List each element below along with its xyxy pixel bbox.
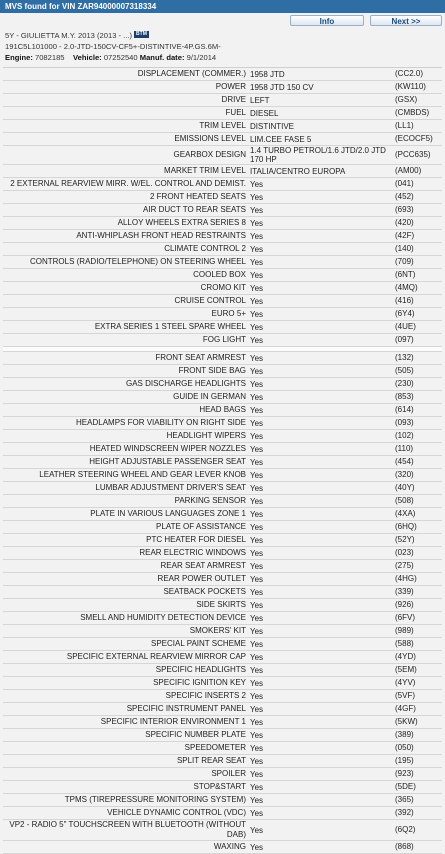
row-code: (050) <box>395 743 414 752</box>
table-row <box>3 308 442 321</box>
row-value: Yes <box>250 522 264 532</box>
row-value: 1958 JTD <box>250 69 285 79</box>
row-value: Yes <box>250 192 264 202</box>
row-label: HEATED WINDSCREEN WIPER NOZZLES <box>89 444 246 453</box>
table-row <box>3 469 442 482</box>
row-label: GAS DISCHARGE HEADLIGHTS <box>125 379 246 388</box>
row-label: CRUISE CONTROL <box>174 296 246 305</box>
row-value: Yes <box>250 431 264 441</box>
row-value: Yes <box>250 782 264 792</box>
row-code: (CMBDS) <box>395 108 430 117</box>
row-code: (42F) <box>395 231 415 240</box>
row-label: SPECIFIC NUMBER PLATE <box>145 730 246 739</box>
row-label: 2 FRONT HEATED SEATS <box>149 192 246 201</box>
table-row <box>3 729 442 742</box>
row-code: (4YV) <box>395 678 416 687</box>
row-label: HEIGHT ADJUSTABLE PASSENGER SEAT <box>89 457 246 466</box>
row-value: Yes <box>250 825 264 835</box>
table-row <box>3 768 442 781</box>
row-value: Yes <box>250 678 264 688</box>
row-label: ALLOY WHEELS EXTRA SERIES 8 <box>117 218 246 227</box>
table-row <box>3 269 442 282</box>
table-row <box>3 521 442 534</box>
row-value: Yes <box>250 179 264 189</box>
row-code: (4GF) <box>395 704 416 713</box>
table-row <box>3 841 442 854</box>
table-row <box>3 781 442 794</box>
row-code: (868) <box>395 842 414 851</box>
row-value: Yes <box>250 257 264 267</box>
row-code: (588) <box>395 639 414 648</box>
row-code: (PCC635) <box>395 150 431 159</box>
row-value: Yes <box>250 205 264 215</box>
row-code: (5VF) <box>395 691 415 700</box>
table-row <box>3 508 442 521</box>
table-row <box>3 820 442 841</box>
row-value: Yes <box>250 366 264 376</box>
table-row <box>3 625 442 638</box>
table-row <box>3 690 442 703</box>
row-value: Yes <box>250 587 264 597</box>
row-value: Yes <box>250 418 264 428</box>
row-label: FUEL <box>225 108 246 117</box>
row-value: Yes <box>250 509 264 519</box>
row-label: SMOKERS' KIT <box>189 626 246 635</box>
row-label: REAR POWER OUTLET <box>157 574 246 583</box>
row-value: Yes <box>250 600 264 610</box>
spec-table <box>3 67 442 854</box>
window-title: MVS found for VIN ZAR94000007318334 <box>5 2 157 11</box>
table-row <box>3 295 442 308</box>
table-row <box>3 586 442 599</box>
row-code: (454) <box>395 457 414 466</box>
table-row <box>3 547 442 560</box>
table-row <box>3 217 442 230</box>
table-row <box>3 430 442 443</box>
manuf-date-value: 9/1/2014 <box>186 53 217 62</box>
table-row <box>3 391 442 404</box>
row-value: Yes <box>250 626 264 636</box>
row-code: (6NT) <box>395 270 416 279</box>
table-row <box>3 378 442 391</box>
row-value: Yes <box>250 769 264 779</box>
row-code: (5KW) <box>395 717 418 726</box>
row-code: (GSX) <box>395 95 418 104</box>
table-row <box>3 794 442 807</box>
row-code: (6Q2) <box>395 825 416 834</box>
row-label: SPLIT REAR SEAT <box>176 756 246 765</box>
toolbar <box>0 13 445 27</box>
row-code: (4UE) <box>395 322 416 331</box>
row-value: Yes <box>250 353 264 363</box>
row-code: (093) <box>395 418 414 427</box>
row-value: Yes <box>250 613 264 623</box>
row-label: TRIM LEVEL <box>199 121 246 130</box>
table-row <box>3 352 442 365</box>
row-code: (508) <box>395 496 414 505</box>
row-code: (5DE) <box>395 782 416 791</box>
row-code: (195) <box>395 756 414 765</box>
row-value: Yes <box>250 561 264 571</box>
engine-label: Engine: <box>5 53 33 62</box>
row-value: Yes <box>250 231 264 241</box>
model-line <box>5 30 440 41</box>
row-code: (6Y4) <box>395 309 415 318</box>
table-row <box>3 334 442 347</box>
table-row <box>3 107 442 120</box>
row-value: Yes <box>250 322 264 332</box>
row-value: DISTINTIVE <box>250 121 295 131</box>
row-label: SMELL AND HUMIDITY DETECTION DEVICE <box>80 613 246 622</box>
row-code: (041) <box>395 179 414 188</box>
row-value: Yes <box>250 392 264 402</box>
row-code: (40Y) <box>395 483 415 492</box>
row-value: ITALIA/CENTRO EUROPA <box>250 166 346 176</box>
row-code: (416) <box>395 296 414 305</box>
vehicle-info <box>0 27 445 65</box>
table-row <box>3 81 442 94</box>
row-value: Yes <box>250 535 264 545</box>
row-code: (339) <box>395 587 414 596</box>
table-row <box>3 404 442 417</box>
table-row <box>3 651 442 664</box>
table-row <box>3 133 442 146</box>
table-row <box>3 365 442 378</box>
row-label: FRONT SIDE BAG <box>178 366 246 375</box>
row-value: Yes <box>250 296 264 306</box>
row-label: COOLED BOX <box>193 270 246 279</box>
row-value: Yes <box>250 548 264 558</box>
row-label: SEATBACK POCKETS <box>163 587 246 596</box>
table-row <box>3 282 442 295</box>
row-code: (4MQ) <box>395 283 418 292</box>
row-value: Yes <box>250 842 264 852</box>
row-label: GEARBOX DESIGN <box>173 150 246 159</box>
manuf-date-label: Manuf. date: <box>139 53 185 62</box>
table-row <box>3 146 442 165</box>
row-value: DIESEL <box>250 108 279 118</box>
table-row <box>3 68 442 81</box>
row-label: SPEEDOMETER <box>184 743 246 752</box>
table-row <box>3 243 442 256</box>
row-code: (023) <box>395 548 414 557</box>
table-row <box>3 534 442 547</box>
row-code: (ECOCF5) <box>395 134 433 143</box>
row-value: Yes <box>250 483 264 493</box>
table-row <box>3 178 442 191</box>
info-button[interactable]: Info <box>290 15 364 26</box>
row-value: Yes <box>250 704 264 714</box>
row-code: (102) <box>395 431 414 440</box>
row-label: FOG LIGHT <box>202 335 246 344</box>
row-code: (110) <box>395 444 414 453</box>
row-label: AIR DUCT TO REAR SEATS <box>143 205 246 214</box>
model-name: 5Y - GIULIETTA M.Y. 2013 (2013 - ...) <box>5 31 133 40</box>
row-code: (52Y) <box>395 535 415 544</box>
row-code: (420) <box>395 218 414 227</box>
engine-line <box>5 52 440 63</box>
row-code: (132) <box>395 353 414 362</box>
row-code: (709) <box>395 257 414 266</box>
row-label: PLATE IN VARIOUS LANGUAGES ZONE 1 <box>90 509 246 518</box>
row-code: (365) <box>395 795 414 804</box>
version-line <box>5 41 440 52</box>
row-label: SPECIFIC IGNITION KEY <box>153 678 246 687</box>
row-label: DRIVE <box>221 95 246 104</box>
row-label: CONTROLS (RADIO/TELEPHONE) ON STEERING WHEEL <box>29 257 246 266</box>
row-value: 1958 JTD 150 CV <box>250 82 314 92</box>
table-row <box>3 204 442 217</box>
table-row <box>3 716 442 729</box>
row-value: Yes <box>250 335 264 345</box>
table-row <box>3 443 442 456</box>
row-code: (853) <box>395 392 414 401</box>
row-value: Yes <box>250 730 264 740</box>
row-code: (320) <box>395 470 414 479</box>
row-code: (097) <box>395 335 414 344</box>
row-value: Yes <box>250 574 264 584</box>
row-label: REAR ELECTRIC WINDOWS <box>139 548 246 557</box>
row-code: (452) <box>395 192 414 201</box>
row-label: VEHICLE DYNAMIC CONTROL (VDC) <box>107 808 246 817</box>
row-value: Yes <box>250 717 264 727</box>
row-code: (614) <box>395 405 414 414</box>
row-value: Yes <box>250 283 264 293</box>
row-code: (389) <box>395 730 414 739</box>
table-row <box>3 638 442 651</box>
vehicle-value: 07252540 <box>103 53 138 62</box>
row-code: (230) <box>395 379 414 388</box>
row-value: Yes <box>250 795 264 805</box>
row-value: Yes <box>250 639 264 649</box>
engine-value: 7082185 <box>34 53 65 62</box>
table-row <box>3 120 442 133</box>
row-label: EMISSIONS LEVEL <box>174 134 246 143</box>
row-label: GUIDE IN GERMAN <box>173 392 246 401</box>
row-code: (4XA) <box>395 509 416 518</box>
row-code: (140) <box>395 244 414 253</box>
row-code: (4YD) <box>395 652 416 661</box>
row-label: MARKET TRIM LEVEL <box>164 166 246 175</box>
row-code: (693) <box>395 205 414 214</box>
table-row <box>3 664 442 677</box>
row-code: (923) <box>395 769 414 778</box>
row-label: CROMO KIT <box>200 283 246 292</box>
row-label: SPECIFIC INSTRUMENT PANEL <box>126 704 246 713</box>
table-row <box>3 495 442 508</box>
table-row <box>3 612 442 625</box>
table-row <box>3 230 442 243</box>
table-row <box>3 165 442 178</box>
row-code: (6FV) <box>395 613 415 622</box>
row-label: VP2 - RADIO 5" TOUCHSCREEN WITH BLUETOOTH (WITHOUT DAB) <box>9 820 246 839</box>
row-value: LIM.CEE FASE 5 <box>250 134 312 144</box>
row-label: HEADLIGHT WIPERS <box>166 431 246 440</box>
row-value: Yes <box>250 379 264 389</box>
row-label: DISPLACEMENT (COMMER.) <box>137 69 246 78</box>
row-value: Yes <box>250 496 264 506</box>
row-label: EXTRA SERIES 1 STEEL SPARE WHEEL <box>94 322 246 331</box>
row-code: (275) <box>395 561 414 570</box>
row-value: Yes <box>250 444 264 454</box>
table-row <box>3 94 442 107</box>
row-label: PTC HEATER FOR DIESEL <box>146 535 246 544</box>
row-label: WAXING <box>213 842 246 851</box>
row-code: (KW110) <box>395 82 426 91</box>
next-button[interactable]: Next >> <box>370 15 442 26</box>
row-value: Yes <box>250 270 264 280</box>
table-row <box>3 677 442 690</box>
version-code: 191C5L101000 - 2.0-JTD-150CV-CF5+-DISTINTIVE-4P.GS.6M- <box>5 42 221 51</box>
table-row <box>3 742 442 755</box>
row-code: (926) <box>395 600 414 609</box>
row-label: 2 EXTERNAL REARVIEW MIRR. W/EL. CONTROL AND DEMIST. <box>10 179 246 188</box>
row-code: (6HQ) <box>395 522 417 531</box>
table-row <box>3 560 442 573</box>
row-value: Yes <box>250 457 264 467</box>
row-label: LEATHER STEERING WHEEL AND GEAR LEVER KNOB <box>39 470 246 479</box>
row-code: (505) <box>395 366 414 375</box>
table-row <box>3 191 442 204</box>
row-label: TPMS (TIREPRESSURE MONITORING SYSTEM) <box>64 795 246 804</box>
row-label: SPECIFIC INSERTS 2 <box>165 691 246 700</box>
row-label: SPECIFIC INTERIOR ENVIRONMENT 1 <box>100 717 246 726</box>
row-code: (LL1) <box>395 121 414 130</box>
row-label: LUMBAR ADJUSTMENT DRIVER'S SEAT <box>95 483 246 492</box>
row-label: ANTI-WHIPLASH FRONT HEAD RESTRAINTS <box>76 231 246 240</box>
table-row <box>3 703 442 716</box>
row-label: FRONT SEAT ARMREST <box>155 353 246 362</box>
row-value: Yes <box>250 309 264 319</box>
table-row <box>3 321 442 334</box>
row-label: CLIMATE CONTROL 2 <box>164 244 246 253</box>
row-label: HEADLAMPS FOR VIABILITY ON RIGHT SIDE <box>76 418 246 427</box>
row-label: REAR SEAT ARMREST <box>160 561 246 570</box>
table-row <box>3 807 442 820</box>
row-label: PARKING SENSOR <box>174 496 246 505</box>
row-value: Yes <box>250 743 264 753</box>
row-label: HEAD BAGS <box>199 405 246 414</box>
row-value: Yes <box>250 691 264 701</box>
row-label: PLATE OF ASSISTANCE <box>156 522 246 531</box>
row-label: POWER <box>215 82 246 91</box>
row-label: SIDE SKIRTS <box>196 600 246 609</box>
row-label: EURO 5+ <box>211 309 246 318</box>
row-value: Yes <box>250 665 264 675</box>
vehicle-label: Vehicle: <box>73 53 102 62</box>
row-label: SPOILER <box>211 769 246 778</box>
row-value: Yes <box>250 405 264 415</box>
table-row <box>3 456 442 469</box>
row-label: SPECIFIC HEADLIGHTS <box>155 665 246 674</box>
row-value: Yes <box>250 756 264 766</box>
table-row <box>3 755 442 768</box>
table-row <box>3 573 442 586</box>
row-value: LEFT <box>250 95 270 105</box>
row-value: 1.4 TURBO PETROL/1.6 JTD/2.0 JTD 170 HP <box>250 146 386 164</box>
row-code: (5EM) <box>395 665 417 674</box>
table-row <box>3 256 442 269</box>
row-value: Yes <box>250 808 264 818</box>
row-value: Yes <box>250 218 264 228</box>
row-code: (AM00) <box>395 166 422 175</box>
table-row <box>3 599 442 612</box>
row-label: SPECIAL PAINT SCHEME <box>151 639 246 648</box>
btm-badge-icon: BTM <box>136 31 147 37</box>
row-code: (392) <box>395 808 414 817</box>
row-code: (989) <box>395 626 414 635</box>
row-label: SPECIFIC EXTERNAL REARVIEW MIRROR CAP <box>66 652 246 661</box>
row-value: Yes <box>250 652 264 662</box>
row-label: STOP&START <box>193 782 246 791</box>
row-code: (CC2.0) <box>395 69 424 78</box>
row-value: Yes <box>250 470 264 480</box>
row-code: (4HG) <box>395 574 417 583</box>
row-value: Yes <box>250 244 264 254</box>
window-title-bar <box>0 0 445 13</box>
table-row <box>3 417 442 430</box>
table-row <box>3 482 442 495</box>
